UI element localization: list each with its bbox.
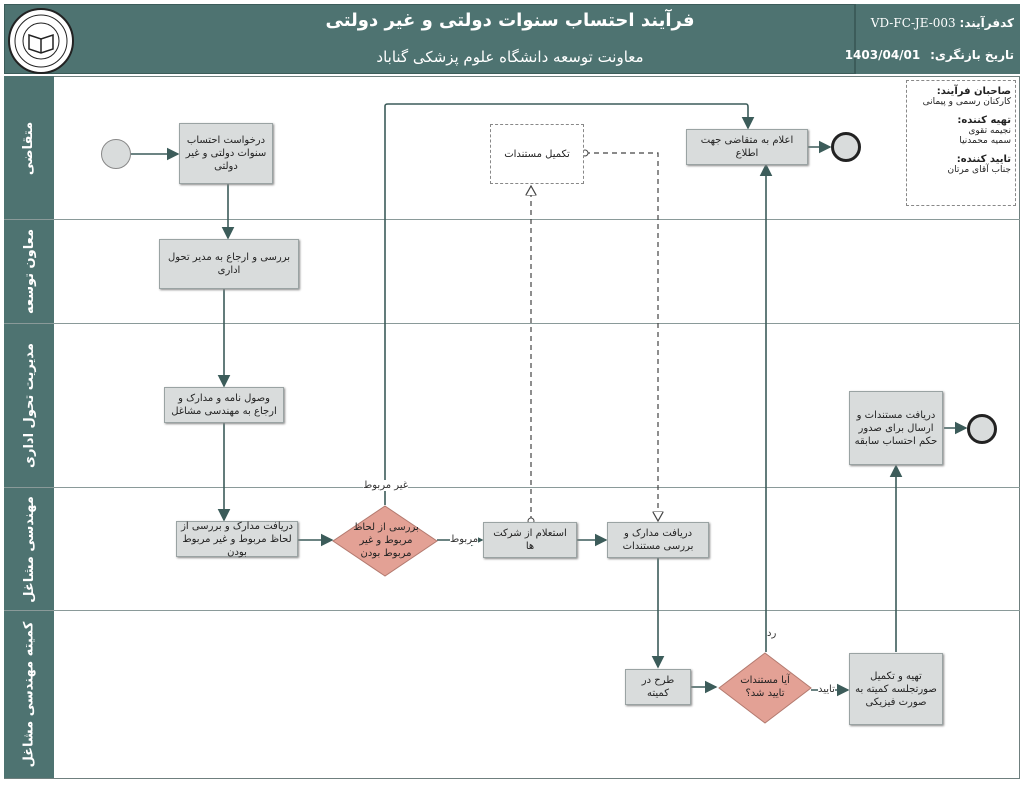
task-inquiry-companies: استعلام از شرکت ها <box>483 522 577 558</box>
task-receive-review-documents: دریافت مدارک و بررسی مستندات <box>607 522 709 558</box>
gateway-related-label: بررسی از لحاظ مربوط و غیر مربوط بودن <box>353 521 419 559</box>
prepared-title: تهیه کننده: <box>957 115 1011 126</box>
approved-value: جناب آقای مرتان <box>947 165 1011 175</box>
task-notify-applicant: اعلام به متقاضی جهت اطلاع <box>686 129 808 165</box>
prepared-name-2: سمیه محمدنیا <box>959 136 1011 146</box>
edge-label-related: مربوط <box>450 534 479 545</box>
task-request: درخواست احتساب سنوات دولتی و غیر دولتی <box>179 123 273 184</box>
revision-date-value: 1403/04/01 <box>844 48 921 62</box>
task-receive-letter: وصول نامه و مدارک و ارجاع به مهندسی مشاغل <box>164 387 284 423</box>
process-code-value: VD-FC-JE-003 <box>870 16 956 30</box>
edge-dashed-complete-receive <box>585 153 658 521</box>
process-info-box <box>906 80 1016 206</box>
lane-label: کمیته مهندسی مشاغل <box>21 621 37 768</box>
lane-label: معاون توسعه <box>21 228 37 315</box>
end-event <box>967 414 997 444</box>
page-title: فرآیند احتساب سنوات دولتی و غیر دولتی <box>325 10 695 31</box>
task-review-refer: بررسی و ارجاع به مدیر تحول اداری <box>159 239 299 289</box>
task-receive-and-send: دریافت مستندات و ارسال برای صدور حکم احتساب سابقه <box>849 391 943 465</box>
revision-date-label: تاریخ بازنگری: <box>930 48 1014 62</box>
edge-label-not-related: غیر مربوط <box>363 480 409 491</box>
prepared-name-1: نجیمه تقوی <box>968 126 1011 136</box>
owners-title: صاحبان فرآیند: <box>936 86 1011 97</box>
end-event <box>831 132 861 162</box>
gateway-approved-label: آیا مستندات تایید شد؟ <box>740 675 790 699</box>
approved-title: تایید کننده: <box>956 154 1011 165</box>
process-code-label: کدفرآیند: <box>959 16 1014 30</box>
page-subtitle: معاونت توسعه دانشگاه علوم پزشکی گناباد <box>376 48 644 66</box>
task-complete-documents: تکمیل مستندات <box>490 124 584 184</box>
task-prepare-minutes: تهیه و تکمیل صورتجلسه کمیته به صورت فیزیکی <box>849 653 943 725</box>
task-committee: طرح در کمیته <box>625 669 691 705</box>
lane-label: مهندسی مشاغل <box>21 495 37 603</box>
owners-value: کارکنان رسمی و پیمانی <box>922 97 1011 107</box>
edge-label-approved: تایید <box>818 684 835 695</box>
lane-label: مدیریت تحول اداری <box>21 342 37 468</box>
lane-label: متقاضی <box>21 121 37 175</box>
edge-label-rejected: رد <box>767 628 777 639</box>
start-event <box>101 139 131 169</box>
task-receive-review-related: دریافت مدارک و بررسی از لحاظ مربوط و غیر مربوط بودن <box>176 521 298 557</box>
